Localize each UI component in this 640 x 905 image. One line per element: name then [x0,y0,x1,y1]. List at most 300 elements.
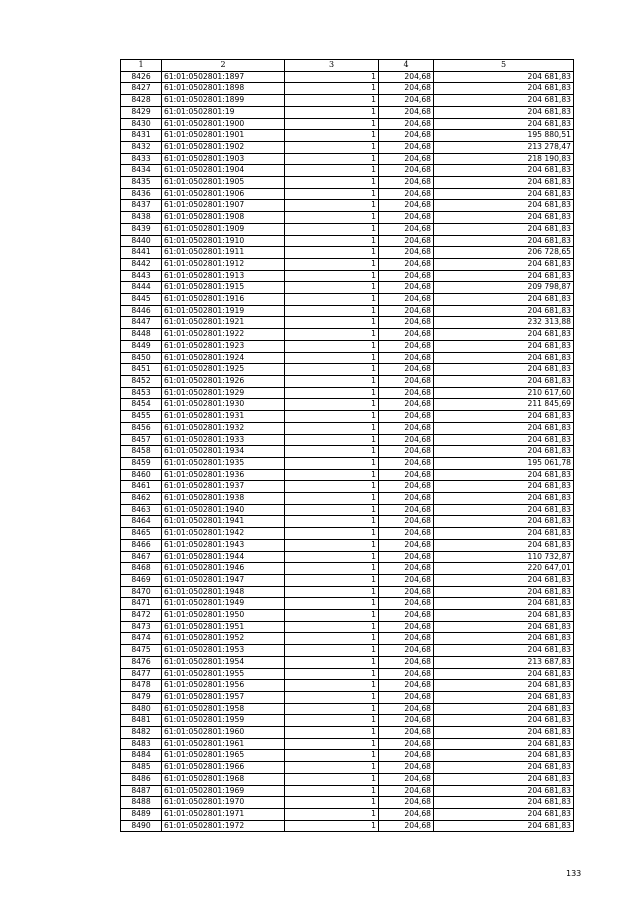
table-row [121,352,574,364]
rate-cell: 204,68 [379,563,434,575]
row-index-cell: 8488 [121,797,162,809]
quantity-cell: 1 [285,294,379,306]
value-cell: 204 681,83 [434,715,574,727]
page-number: 133 [566,869,582,878]
column-header: 3 [285,60,379,72]
row-index-cell: 8426 [121,71,162,83]
table-row [121,785,574,797]
cadastral-number-cell: 61:01:0502801:1955 [162,668,285,680]
quantity-cell: 1 [285,188,379,200]
quantity-cell: 1 [285,691,379,703]
quantity-cell: 1 [285,95,379,107]
quantity-cell: 1 [285,305,379,317]
row-index-cell: 8438 [121,212,162,224]
rate-cell: 204,68 [379,703,434,715]
cadastral-number-cell: 61:01:0502801:1916 [162,294,285,306]
cadastral-number-cell: 61:01:0502801:1908 [162,212,285,224]
table-row [121,95,574,107]
rate-cell: 204,68 [379,762,434,774]
value-cell: 232 313,88 [434,317,574,329]
rate-cell: 204,68 [379,434,434,446]
quantity-cell: 1 [285,656,379,668]
value-cell: 204 681,83 [434,434,574,446]
value-cell: 204 681,83 [434,375,574,387]
rate-cell: 204,68 [379,539,434,551]
table-row [121,656,574,668]
rate-cell: 204,68 [379,153,434,165]
rate-cell: 204,68 [379,317,434,329]
table-row [121,165,574,177]
cadastral-number-cell: 61:01:0502801:1936 [162,469,285,481]
quantity-cell: 1 [285,446,379,458]
row-index-cell: 8480 [121,703,162,715]
table-row [121,645,574,657]
rate-cell: 204,68 [379,305,434,317]
table-row [121,118,574,130]
value-cell: 204 681,83 [434,703,574,715]
cadastral-number-cell: 61:01:0502801:1911 [162,247,285,259]
rate-cell: 204,68 [379,504,434,516]
quantity-cell: 1 [285,762,379,774]
value-cell: 204 681,83 [434,504,574,516]
row-index-cell: 8467 [121,551,162,563]
rate-cell: 204,68 [379,200,434,212]
row-index-cell: 8449 [121,340,162,352]
row-index-cell: 8450 [121,352,162,364]
table-row [121,270,574,282]
cadastral-number-cell: 61:01:0502801:1922 [162,329,285,341]
quantity-cell: 1 [285,422,379,434]
table-row [121,130,574,142]
cadastral-number-cell: 61:01:0502801:1950 [162,610,285,622]
cadastral-number-cell: 61:01:0502801:1953 [162,645,285,657]
cadastral-number-cell: 61:01:0502801:1937 [162,481,285,493]
table-row [121,820,574,832]
rate-cell: 204,68 [379,820,434,832]
quantity-cell: 1 [285,645,379,657]
rate-cell: 204,68 [379,387,434,399]
rate-cell: 204,68 [379,809,434,821]
row-index-cell: 8451 [121,364,162,376]
table-row [121,668,574,680]
cadastral-number-cell: 61:01:0502801:1919 [162,305,285,317]
row-index-cell: 8468 [121,563,162,575]
cadastral-number-cell: 61:01:0502801:1932 [162,422,285,434]
rate-cell: 204,68 [379,493,434,505]
row-index-cell: 8475 [121,645,162,657]
row-index-cell: 8484 [121,750,162,762]
table-row [121,212,574,224]
rate-cell: 204,68 [379,727,434,739]
value-cell: 204 681,83 [434,738,574,750]
row-index-cell: 8455 [121,411,162,423]
table-row [121,539,574,551]
table-row [121,399,574,411]
row-index-cell: 8486 [121,773,162,785]
row-index-cell: 8460 [121,469,162,481]
rate-cell: 204,68 [379,598,434,610]
quantity-cell: 1 [285,504,379,516]
rate-cell: 204,68 [379,621,434,633]
quantity-cell: 1 [285,668,379,680]
quantity-cell: 1 [285,387,379,399]
table-row [121,621,574,633]
value-cell: 204 681,83 [434,223,574,235]
rate-cell: 204,68 [379,83,434,95]
table-row [121,188,574,200]
quantity-cell: 1 [285,680,379,692]
row-index-cell: 8429 [121,106,162,118]
row-index-cell: 8453 [121,387,162,399]
table-row [121,411,574,423]
cadastral-number-cell: 61:01:0502801:1913 [162,270,285,282]
table-row [121,809,574,821]
quantity-cell: 1 [285,118,379,130]
table-row [121,340,574,352]
table-row [121,422,574,434]
cadastral-number-cell: 61:01:0502801:1909 [162,223,285,235]
rate-cell: 204,68 [379,738,434,750]
value-cell: 204 681,83 [434,294,574,306]
rate-cell: 204,68 [379,212,434,224]
value-cell: 218 190,83 [434,153,574,165]
cadastral-number-cell: 61:01:0502801:1959 [162,715,285,727]
cadastral-number-cell: 61:01:0502801:1960 [162,727,285,739]
row-index-cell: 8432 [121,141,162,153]
quantity-cell: 1 [285,481,379,493]
rate-cell: 204,68 [379,610,434,622]
row-index-cell: 8476 [121,656,162,668]
quantity-cell: 1 [285,797,379,809]
value-cell: 204 681,83 [434,797,574,809]
quantity-cell: 1 [285,773,379,785]
rate-cell: 204,68 [379,141,434,153]
cadastral-number-cell: 61:01:0502801:1949 [162,598,285,610]
rate-cell: 204,68 [379,481,434,493]
cadastral-number-cell: 61:01:0502801:1903 [162,153,285,165]
value-cell: 204 681,83 [434,422,574,434]
table-row [121,235,574,247]
cadastral-number-cell: 61:01:0502801:1921 [162,317,285,329]
table-row [121,177,574,189]
value-cell: 204 681,83 [434,633,574,645]
table-row [121,387,574,399]
value-cell: 195 061,78 [434,457,574,469]
table-row [121,446,574,458]
table-row [121,375,574,387]
table-body [121,71,574,832]
table-row [121,610,574,622]
row-index-cell: 8436 [121,188,162,200]
row-index-cell: 8470 [121,586,162,598]
rate-cell: 204,68 [379,106,434,118]
row-index-cell: 8443 [121,270,162,282]
table-row [121,294,574,306]
quantity-cell: 1 [285,317,379,329]
row-index-cell: 8447 [121,317,162,329]
table-row [121,223,574,235]
rate-cell: 204,68 [379,95,434,107]
row-index-cell: 8427 [121,83,162,95]
quantity-cell: 1 [285,493,379,505]
quantity-cell: 1 [285,516,379,528]
quantity-cell: 1 [285,247,379,259]
value-cell: 204 681,83 [434,680,574,692]
table-row [121,797,574,809]
rate-cell: 204,68 [379,422,434,434]
table-row [121,703,574,715]
rate-cell: 204,68 [379,785,434,797]
cadastral-number-cell: 61:01:0502801:1933 [162,434,285,446]
row-index-cell: 8485 [121,762,162,774]
row-index-cell: 8452 [121,375,162,387]
table-row [121,727,574,739]
value-cell: 204 681,83 [434,762,574,774]
rate-cell: 204,68 [379,656,434,668]
rate-cell: 204,68 [379,364,434,376]
quantity-cell: 1 [285,750,379,762]
cadastral-number-cell: 61:01:0502801:1929 [162,387,285,399]
cadastral-number-cell: 61:01:0502801:1952 [162,633,285,645]
value-cell: 213 278,47 [434,141,574,153]
cadastral-number-cell: 61:01:0502801:1971 [162,809,285,821]
row-index-cell: 8430 [121,118,162,130]
cadastral-number-cell: 61:01:0502801:1934 [162,446,285,458]
row-index-cell: 8462 [121,493,162,505]
value-cell: 204 681,83 [434,481,574,493]
row-index-cell: 8445 [121,294,162,306]
value-cell: 204 681,83 [434,574,574,586]
table-row [121,434,574,446]
row-index-cell: 8490 [121,820,162,832]
table-row [121,691,574,703]
value-cell: 204 681,83 [434,820,574,832]
rate-cell: 204,68 [379,691,434,703]
row-index-cell: 8472 [121,610,162,622]
quantity-cell: 1 [285,130,379,142]
quantity-cell: 1 [285,539,379,551]
value-cell: 204 681,83 [434,598,574,610]
table-row [121,141,574,153]
table-row [121,457,574,469]
cadastral-number-cell: 61:01:0502801:1944 [162,551,285,563]
value-cell: 204 681,83 [434,493,574,505]
cadastral-number-cell: 61:01:0502801:19 [162,106,285,118]
value-cell: 204 681,83 [434,727,574,739]
quantity-cell: 1 [285,621,379,633]
rate-cell: 204,68 [379,258,434,270]
table-row [121,71,574,83]
value-cell: 204 681,83 [434,83,574,95]
value-cell: 204 681,83 [434,411,574,423]
table-row [121,83,574,95]
cadastral-number-cell: 61:01:0502801:1951 [162,621,285,633]
rate-cell: 204,68 [379,294,434,306]
quantity-cell: 1 [285,411,379,423]
rate-cell: 204,68 [379,469,434,481]
cadastral-number-cell: 61:01:0502801:1956 [162,680,285,692]
rate-cell: 204,68 [379,375,434,387]
quantity-cell: 1 [285,457,379,469]
rate-cell: 204,68 [379,633,434,645]
value-cell: 204 681,83 [434,750,574,762]
cadastral-number-cell: 61:01:0502801:1948 [162,586,285,598]
rate-cell: 204,68 [379,235,434,247]
rate-cell: 204,68 [379,645,434,657]
quantity-cell: 1 [285,106,379,118]
value-cell: 195 880,51 [434,130,574,142]
table-row [121,469,574,481]
row-index-cell: 8439 [121,223,162,235]
rate-cell: 204,68 [379,352,434,364]
cadastral-number-cell: 61:01:0502801:1900 [162,118,285,130]
rate-cell: 204,68 [379,223,434,235]
table-row [121,574,574,586]
column-header: 4 [379,60,434,72]
cadastral-number-cell: 61:01:0502801:1906 [162,188,285,200]
value-cell: 209 798,87 [434,282,574,294]
row-index-cell: 8437 [121,200,162,212]
column-header: 1 [121,60,162,72]
cadastral-number-cell: 61:01:0502801:1942 [162,528,285,540]
table-row [121,200,574,212]
value-cell: 204 681,83 [434,539,574,551]
row-index-cell: 8428 [121,95,162,107]
cadastral-number-cell: 61:01:0502801:1915 [162,282,285,294]
rate-cell: 204,68 [379,188,434,200]
table-row [121,738,574,750]
row-index-cell: 8483 [121,738,162,750]
row-index-cell: 8446 [121,305,162,317]
value-cell: 204 681,83 [434,305,574,317]
value-cell: 204 681,83 [434,329,574,341]
cadastral-number-cell: 61:01:0502801:1947 [162,574,285,586]
row-index-cell: 8431 [121,130,162,142]
quantity-cell: 1 [285,375,379,387]
value-cell: 204 681,83 [434,586,574,598]
table-row [121,153,574,165]
column-header: 5 [434,60,574,72]
value-cell: 206 728,65 [434,247,574,259]
row-index-cell: 8456 [121,422,162,434]
row-index-cell: 8448 [121,329,162,341]
row-index-cell: 8479 [121,691,162,703]
quantity-cell: 1 [285,574,379,586]
table-row [121,329,574,341]
value-cell: 204 681,83 [434,446,574,458]
table-row [121,258,574,270]
row-index-cell: 8478 [121,680,162,692]
rate-cell: 204,68 [379,574,434,586]
cadastral-number-cell: 61:01:0502801:1958 [162,703,285,715]
table-row [121,106,574,118]
quantity-cell: 1 [285,223,379,235]
value-cell: 204 681,83 [434,165,574,177]
value-cell: 204 681,83 [434,106,574,118]
quantity-cell: 1 [285,715,379,727]
value-cell: 204 681,83 [434,200,574,212]
cadastral-number-cell: 61:01:0502801:1957 [162,691,285,703]
table-row [121,773,574,785]
data-table [120,59,574,832]
rate-cell: 204,68 [379,715,434,727]
value-cell: 211 845,69 [434,399,574,411]
rate-cell: 204,68 [379,118,434,130]
cadastral-number-cell: 61:01:0502801:1901 [162,130,285,142]
value-cell: 204 681,83 [434,668,574,680]
rate-cell: 204,68 [379,340,434,352]
table-row [121,633,574,645]
value-cell: 204 681,83 [434,340,574,352]
cadastral-number-cell: 61:01:0502801:1954 [162,656,285,668]
row-index-cell: 8477 [121,668,162,680]
row-index-cell: 8433 [121,153,162,165]
value-cell: 204 681,83 [434,118,574,130]
row-index-cell: 8441 [121,247,162,259]
row-index-cell: 8466 [121,539,162,551]
quantity-cell: 1 [285,177,379,189]
quantity-cell: 1 [285,71,379,83]
cadastral-number-cell: 61:01:0502801:1905 [162,177,285,189]
quantity-cell: 1 [285,633,379,645]
table-row [121,493,574,505]
row-index-cell: 8469 [121,574,162,586]
row-index-cell: 8474 [121,633,162,645]
quantity-cell: 1 [285,738,379,750]
cadastral-number-cell: 61:01:0502801:1972 [162,820,285,832]
table-row [121,715,574,727]
cadastral-number-cell: 61:01:0502801:1969 [162,785,285,797]
cadastral-number-cell: 61:01:0502801:1938 [162,493,285,505]
value-cell: 204 681,83 [434,364,574,376]
value-cell: 204 681,83 [434,610,574,622]
rate-cell: 204,68 [379,446,434,458]
quantity-cell: 1 [285,329,379,341]
cadastral-number-cell: 61:01:0502801:1966 [162,762,285,774]
rate-cell: 204,68 [379,329,434,341]
row-index-cell: 8434 [121,165,162,177]
table-header-row [121,60,574,72]
quantity-cell: 1 [285,352,379,364]
cadastral-number-cell: 61:01:0502801:1912 [162,258,285,270]
rate-cell: 204,68 [379,411,434,423]
rate-cell: 204,68 [379,797,434,809]
rate-cell: 204,68 [379,773,434,785]
row-index-cell: 8473 [121,621,162,633]
table-row [121,586,574,598]
cadastral-number-cell: 61:01:0502801:1965 [162,750,285,762]
row-index-cell: 8457 [121,434,162,446]
table-row [121,247,574,259]
value-cell: 204 681,83 [434,469,574,481]
quantity-cell: 1 [285,141,379,153]
table-row [121,504,574,516]
table-row [121,551,574,563]
row-index-cell: 8458 [121,446,162,458]
quantity-cell: 1 [285,434,379,446]
cadastral-number-cell: 61:01:0502801:1904 [162,165,285,177]
value-cell: 204 681,83 [434,621,574,633]
value-cell: 204 681,83 [434,258,574,270]
cadastral-number-cell: 61:01:0502801:1968 [162,773,285,785]
quantity-cell: 1 [285,282,379,294]
cadastral-number-cell: 61:01:0502801:1946 [162,563,285,575]
rate-cell: 204,68 [379,247,434,259]
row-index-cell: 8465 [121,528,162,540]
quantity-cell: 1 [285,153,379,165]
row-index-cell: 8464 [121,516,162,528]
quantity-cell: 1 [285,200,379,212]
